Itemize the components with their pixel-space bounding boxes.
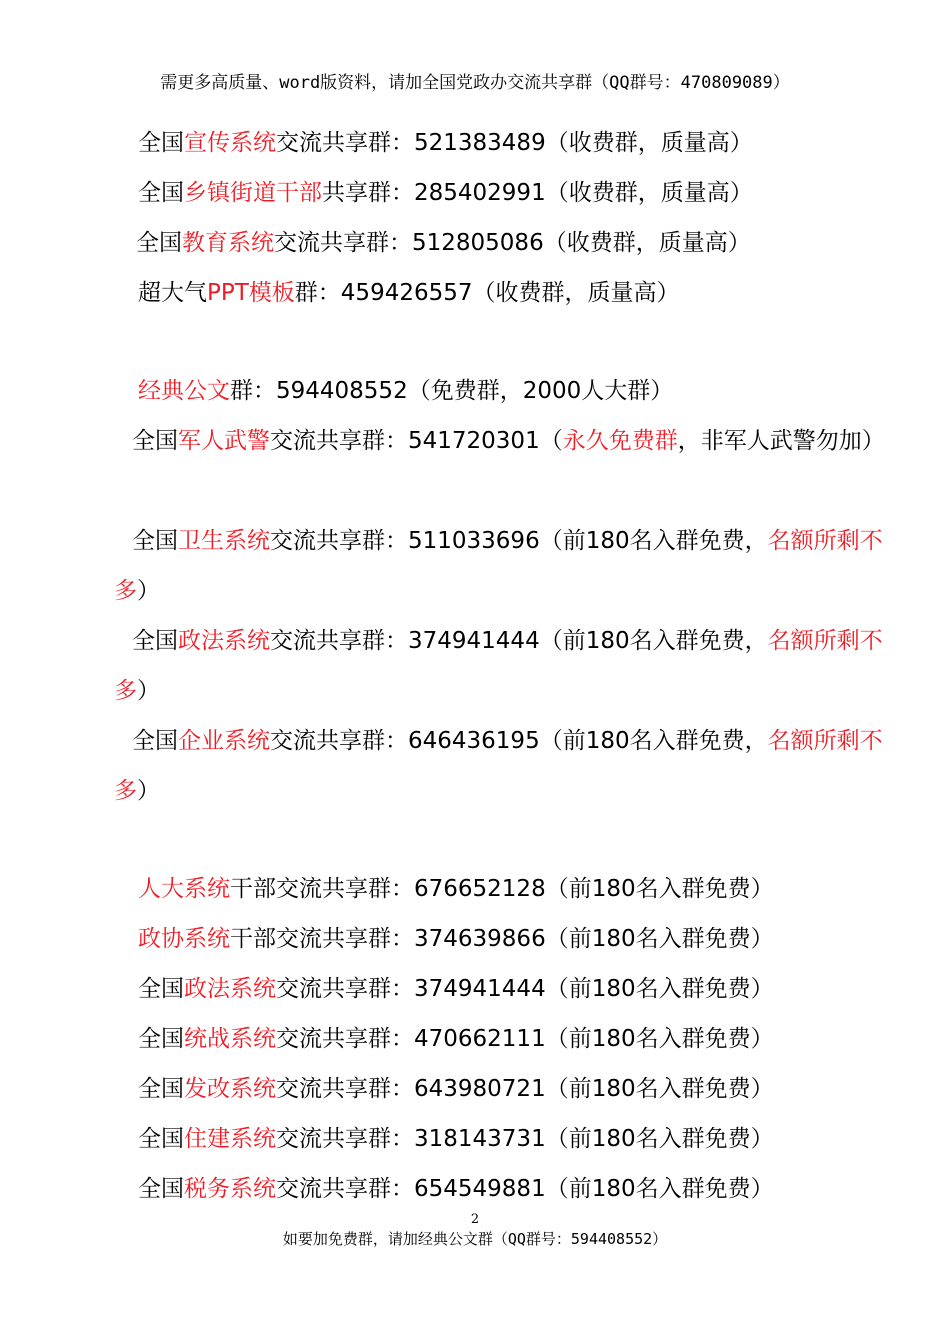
line-ppt: [138, 278, 680, 308]
line-weisheng: [132, 526, 883, 556]
highlight-text: 住建系统: [184, 1126, 276, 1152]
plain-text: 全国: [138, 976, 184, 1002]
highlight-text: 税务系统: [184, 1176, 276, 1202]
plain-text: 交流共享群：511033696（前180名入群免费，: [270, 528, 768, 554]
plain-text: 干部交流共享群：374639866（前180名入群免费）: [230, 926, 774, 952]
line-xuanchuan: [138, 128, 753, 158]
line-zhengxie: [138, 924, 774, 954]
plain-text: 交流共享群：318143731（前180名入群免费）: [276, 1126, 774, 1152]
highlight-text: 统战系统: [184, 1026, 276, 1052]
plain-text: ）: [137, 578, 160, 604]
highlight-text: 乡镇街道干部: [184, 180, 322, 206]
plain-text: ）: [137, 678, 160, 704]
line-renda: [138, 874, 774, 904]
plain-text: ，非军人武警勿加）: [677, 428, 885, 454]
plain-text: 全国: [132, 428, 178, 454]
plain-text: 全国: [132, 628, 178, 654]
highlight-text: 多: [114, 778, 137, 804]
highlight-text: 宣传系统: [184, 130, 276, 156]
plain-text: 全国: [132, 528, 178, 554]
plain-text: 交流共享群：646436195（前180名入群免费，: [270, 728, 768, 754]
plain-text: 全国: [138, 1126, 184, 1152]
highlight-text: 企业系统: [178, 728, 270, 754]
highlight-text: 军人武警: [178, 428, 270, 454]
highlight-text: 政协系统: [138, 926, 230, 952]
highlight-text: 卫生系统: [178, 528, 270, 554]
plain-text: 交流共享群：374941444（前180名入群免费，: [270, 628, 768, 654]
line-tongzhan: [138, 1024, 774, 1054]
plain-text: 群：459426557（收费群，质量高）: [294, 280, 680, 306]
plain-text: 全国: [138, 1076, 184, 1102]
highlight-text: 教育系统: [182, 230, 274, 256]
plain-text: 交流共享群：374941444（前180名入群免费）: [276, 976, 774, 1002]
plain-text: 交流共享群：541720301（: [270, 428, 563, 454]
highlight-text: 经典公文: [138, 378, 230, 404]
line-shuiwu: [138, 1174, 774, 1204]
line-jiaoyu: [136, 228, 751, 258]
highlight-text: 政法系统: [178, 628, 270, 654]
highlight-text: 多: [114, 678, 137, 704]
page-number: 2: [470, 1212, 480, 1227]
line-zhengfa-1: [132, 626, 883, 656]
highlight-text: PPT模板: [207, 280, 295, 306]
plain-text: 干部交流共享群：676652128（前180名入群免费）: [230, 876, 774, 902]
plain-text: 全国: [132, 728, 178, 754]
plain-text: 超大气: [138, 280, 207, 306]
plain-text: 交流共享群：643980721（前180名入群免费）: [276, 1076, 774, 1102]
highlight-text: 名额所剩不: [767, 728, 883, 754]
highlight-text: 人大系统: [138, 876, 230, 902]
line-weisheng-cont: [114, 576, 160, 606]
highlight-text: 政法系统: [184, 976, 276, 1002]
line-junren: [132, 426, 885, 456]
highlight-text: 永久免费群: [562, 428, 678, 454]
line-xiangzhen: [138, 178, 753, 208]
highlight-text: 名额所剩不: [767, 628, 883, 654]
highlight-text: 发改系统: [184, 1076, 276, 1102]
plain-text: ）: [137, 778, 160, 804]
highlight-text: 名额所剩不: [767, 528, 883, 554]
plain-text: 全国: [138, 130, 184, 156]
line-zhujian: [138, 1124, 774, 1154]
line-qiye: [132, 726, 883, 756]
plain-text: 交流共享群：470662111（前180名入群免费）: [276, 1026, 774, 1052]
plain-text: 交流共享群：512805086（收费群，质量高）: [274, 230, 751, 256]
line-fagai: [138, 1074, 774, 1104]
highlight-text: 多: [114, 578, 137, 604]
page-footer: 如要加免费群，请加经典公文群（QQ群号：594408552）: [282, 1230, 668, 1248]
plain-text: 全国: [138, 180, 184, 206]
plain-text: 共享群：285402991（收费群，质量高）: [322, 180, 753, 206]
plain-text: 群：594408552（免费群，2000人大群）: [230, 378, 674, 404]
plain-text: 全国: [138, 1176, 184, 1202]
plain-text: 全国: [138, 1026, 184, 1052]
line-zhengfa-1-cont: [114, 676, 160, 706]
line-zhengfa-2: [138, 974, 774, 1004]
plain-text: 全国: [136, 230, 182, 256]
plain-text: 交流共享群：654549881（前180名入群免费）: [276, 1176, 774, 1202]
line-qiye-cont: [114, 776, 160, 806]
line-jingdian: [138, 376, 673, 406]
plain-text: 交流共享群：521383489（收费群，质量高）: [276, 130, 753, 156]
page-header: 需更多高质量、word版资料，请加全国党政办交流共享群（QQ群号：470809089）: [160, 73, 790, 93]
